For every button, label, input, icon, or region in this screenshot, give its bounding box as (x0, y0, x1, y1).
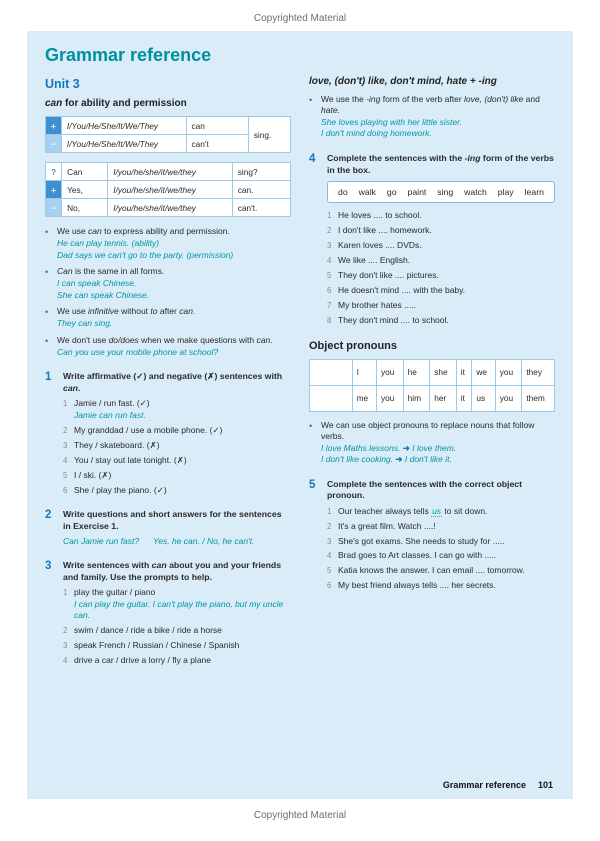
item-prompt: You / stay out late tonight. (✗) (74, 454, 187, 465)
item-prompt: Our teacher always tells us to sit down. (338, 505, 488, 516)
exercise-item (327, 240, 555, 251)
exercise-item (63, 655, 291, 666)
item-number: 1 (327, 506, 332, 516)
left-column (45, 76, 291, 666)
note-examples (321, 443, 555, 466)
exercise-item (63, 485, 291, 496)
item-answers (74, 410, 291, 421)
note-examples (57, 318, 291, 329)
table-row (46, 117, 291, 135)
answer-line: Can Jamie run fast? Yes, he can. / No, he can't. (63, 535, 255, 546)
exercise-item (327, 285, 555, 296)
subject-cell: I/you/he/she/it/we/they (108, 163, 232, 181)
item-prompt: My brother hates ..... (338, 300, 416, 311)
item-prompt: I don't like .... homework. (338, 225, 432, 236)
pronoun-cell: you (377, 385, 404, 411)
answer-line: Jamie can run fast. (74, 409, 146, 420)
item-number: 3 (63, 440, 68, 450)
exercise-items (63, 587, 291, 666)
grammar-note (45, 335, 291, 359)
exercise-items (327, 506, 555, 592)
item-number: 1 (63, 588, 68, 598)
exercise-item (63, 587, 291, 621)
note-text: We can use object pronouns to replace nouns that follow verbs. (321, 419, 535, 442)
note-examples (321, 117, 555, 140)
exercise-items (63, 398, 291, 496)
exercise-item (327, 565, 555, 576)
item-prompt: They / skateboard. (✗) (74, 439, 160, 450)
pronoun-cell: us (472, 385, 495, 411)
sign-cell: − (46, 199, 62, 217)
pronoun-cell: him (403, 385, 430, 411)
item-prompt: Brad goes to Art classes. I can go with ..... (338, 550, 497, 561)
complement-cell: sing. (248, 117, 290, 153)
bullet-icon: • (45, 335, 49, 346)
item-number: 6 (327, 581, 332, 591)
grammar-note (45, 266, 291, 301)
plus-sign-cell: + (46, 117, 62, 135)
exercise-title: Complete the sentences with the correct object pronoun. (327, 478, 523, 501)
sign-cell: ? (46, 163, 62, 181)
item-prompt: He loves .... to school. (338, 210, 422, 221)
grammar-note (309, 420, 555, 466)
item-number: 4 (63, 655, 68, 665)
book-page (27, 31, 573, 799)
note-text: We don't use do/does when we make questions with can. (57, 334, 273, 345)
exercise-number: 5 (309, 478, 316, 491)
pronoun-cell: it (456, 385, 472, 411)
note-text: We use infinitive without to after can. (57, 306, 196, 317)
pronoun-cell: you (495, 385, 522, 411)
exercise-item (327, 210, 555, 221)
item-number: 8 (327, 316, 332, 326)
note-text: Can is the same in all forms. (57, 266, 165, 277)
verb-cell: can't. (232, 199, 290, 217)
item-prompt: I / ski. (✗) (74, 469, 112, 480)
exercise-item (327, 506, 555, 517)
item-number: 6 (63, 485, 68, 495)
question-word-cell: Yes, (62, 181, 108, 199)
example-line: I don't mind doing homework. (321, 128, 432, 139)
item-number: 3 (327, 536, 332, 546)
item-number: 6 (327, 286, 332, 296)
exercise-item (327, 536, 555, 547)
item-prompt: They don't mind .... to school. (338, 315, 449, 326)
grammar-notes (309, 420, 555, 466)
verb-cell: can (186, 117, 248, 135)
item-prompt: Karen loves .... DVDs. (338, 240, 422, 251)
item-number: 4 (63, 455, 68, 465)
question-word-cell: No, (62, 199, 108, 217)
example-line: Dad says we can't go to the party. (permission) (57, 249, 234, 260)
exercise-item (63, 640, 291, 651)
pronoun-cell: he (403, 359, 430, 385)
pronoun-row (310, 385, 555, 411)
item-prompt: He doesn't mind .... with the baby. (338, 285, 466, 296)
subject-cell: I/You/He/She/It/We/They (61, 117, 186, 135)
item-prompt: My granddad / use a mobile phone. (✓) (74, 424, 223, 435)
pronoun-cell: we (472, 359, 495, 385)
item-number: 3 (63, 640, 68, 650)
item-prompt: drive a car / drive a lorry / fly a plane (74, 654, 212, 665)
item-prompt: We like .... English. (338, 255, 411, 266)
note-text: We use the -ing form of the verb after love, (don't) like and hate. (321, 94, 540, 116)
can-section-heading: can for ability and permission (45, 98, 187, 109)
table-row (46, 181, 291, 199)
exercise-3 (45, 560, 291, 666)
exercise-number: 4 (309, 152, 316, 165)
box-word: go (386, 187, 397, 198)
pronoun-cell: it (456, 359, 472, 385)
copyright-bottom: Copyrighted Material (253, 810, 347, 821)
exercise-title: Write affirmative (✓) and negative (✗) sentences with can. (63, 371, 283, 394)
box-word: walk (358, 187, 376, 198)
exercise-item (63, 440, 291, 451)
example-line: I don't like cooking. ➜ I don't like it. (321, 454, 452, 465)
verb-word-box (327, 181, 555, 203)
exercise-item (63, 455, 291, 466)
answer-line: I can play the guitar. I can't play the piano, but my uncle can. (74, 598, 284, 620)
pronoun-cell: I (352, 359, 376, 385)
exercise-item (327, 270, 555, 281)
exercise-number: 3 (45, 560, 52, 573)
item-number: 4 (327, 256, 332, 266)
grammar-notes (309, 94, 555, 140)
item-number: 5 (63, 470, 68, 480)
example-line: I love Maths lessons. ➜ I love them. (321, 442, 457, 453)
copyright-top: Copyrighted Material (253, 13, 347, 24)
exercise-title: Complete the sentences with the -ing form of the verbs in the box. (327, 152, 554, 175)
object-pronouns-heading: Object pronouns (309, 339, 397, 352)
item-number: 2 (327, 226, 332, 236)
verb-cell: can. (232, 181, 290, 199)
note-examples (57, 238, 291, 261)
ing-section-heading: love, (don't) like, don't mind, hate + -ing (309, 76, 497, 87)
item-prompt: play the guitar / piano (74, 587, 156, 598)
question-word-cell: Can (62, 163, 108, 181)
box-word: learn (524, 187, 544, 198)
exercise-item (327, 580, 555, 591)
bullet-icon: • (45, 267, 49, 278)
exercise-items (327, 210, 555, 326)
item-prompt: They don't like .... pictures. (338, 270, 439, 281)
exercise-item (327, 315, 555, 326)
right-column (309, 76, 555, 666)
item-prompt: Jamie / run fast. (✓) (74, 398, 150, 409)
pronoun-header-cell: subject pronoun (310, 359, 353, 385)
footer-page-number: 101 (537, 780, 553, 790)
bullet-icon: • (309, 420, 313, 431)
grammar-note (45, 226, 291, 261)
box-word: watch (464, 187, 487, 198)
item-prompt: She's got exams. She needs to study for ..... (338, 535, 505, 546)
note-examples (57, 347, 291, 358)
exercise-item (327, 300, 555, 311)
box-word: paint (407, 187, 427, 198)
page-footer (443, 780, 553, 790)
example-line: Can you use your mobile phone at school? (57, 346, 219, 357)
pronoun-cell: she (430, 359, 457, 385)
box-word: do (338, 187, 348, 198)
exercise-5 (309, 479, 555, 592)
exercise-item (63, 425, 291, 436)
exercise-number: 2 (45, 509, 52, 522)
item-number: 5 (327, 566, 332, 576)
box-word: sing (437, 187, 454, 198)
item-number: 1 (327, 211, 332, 221)
grammar-notes (45, 226, 291, 358)
item-prompt: Katia knows the answer. I can email .... tomorrow. (338, 565, 525, 576)
example-line: I can speak Chinese. (57, 278, 137, 289)
pronoun-cell: me (352, 385, 376, 411)
note-text: We use can to express ability and permission. (57, 226, 230, 236)
item-prompt: speak French / Russian / Chinese / Spanish (74, 639, 240, 650)
note-examples (57, 278, 291, 301)
item-number: 3 (327, 241, 332, 251)
exercise-item (327, 521, 555, 532)
table-row (46, 163, 291, 181)
item-prompt: It's a great film. Watch ....! (338, 520, 436, 531)
example-line: They can sing. (57, 318, 113, 329)
exercise-number: 1 (45, 371, 52, 384)
can-question-table (45, 162, 291, 217)
box-word: play (497, 187, 514, 198)
item-number: 5 (327, 271, 332, 281)
object-pronoun-table (309, 359, 555, 412)
exercise-item (63, 470, 291, 481)
exercise-item (327, 550, 555, 561)
subject-cell: I/you/he/she/it/we/they (108, 199, 232, 217)
example-line: She loves playing with her little sister. (321, 116, 462, 127)
item-number: 7 (327, 301, 332, 311)
item-prompt: She / play the piano. (✓) (74, 484, 167, 495)
pronoun-header-cell: object pronoun (310, 385, 353, 411)
exercise-2 (45, 509, 291, 547)
item-number: 1 (63, 399, 68, 409)
exercise-item (63, 398, 291, 421)
pronoun-row (310, 359, 555, 385)
grammar-note (45, 306, 291, 330)
can-form-table (45, 116, 291, 153)
grammar-note (309, 94, 555, 140)
bullet-icon: • (309, 95, 313, 105)
item-number: 2 (63, 425, 68, 435)
item-number: 4 (327, 551, 332, 561)
exercise-4 (309, 153, 555, 327)
exercise-item (327, 225, 555, 236)
item-prompt: My best friend always tells .... her secrets. (338, 580, 496, 591)
exercise-item (327, 255, 555, 266)
subject-cell: I/you/he/she/it/we/they (108, 181, 232, 199)
exercise-title: Write questions and short answers for the sentences in Exercise 1. (63, 509, 282, 531)
pronoun-cell: they (522, 359, 555, 385)
example-line: She can speak Chinese. (57, 289, 150, 300)
verb-cell: sing? (232, 163, 290, 181)
bullet-icon: • (45, 307, 49, 318)
page-title: Grammar reference (45, 45, 212, 65)
example-line: He can play tennis. (ability) (57, 238, 160, 249)
item-number: 2 (327, 521, 332, 531)
minus-sign-cell: − (46, 135, 62, 153)
bullet-icon: • (45, 227, 49, 237)
unit-heading: Unit 3 (45, 77, 80, 91)
subject-cell: I/You/He/She/It/We/They (61, 135, 186, 153)
table-row (46, 199, 291, 217)
pronoun-cell: you (495, 359, 522, 385)
item-number: 2 (63, 625, 68, 635)
sign-cell: + (46, 181, 62, 199)
exercise-1 (45, 371, 291, 496)
two-column-layout (45, 76, 555, 666)
exercise-item (63, 625, 291, 636)
item-answers (74, 599, 291, 622)
pronoun-cell: them (522, 385, 555, 411)
pronoun-cell: you (377, 359, 404, 385)
verb-cell: can't (186, 135, 248, 153)
item-prompt: swim / dance / ride a bike / ride a horse (74, 624, 222, 635)
exercise-title: Write sentences with can about you and your friends and family. Use the prompts to help. (63, 560, 282, 582)
pronoun-cell: her (430, 385, 457, 411)
footer-label: Grammar reference (442, 780, 526, 790)
